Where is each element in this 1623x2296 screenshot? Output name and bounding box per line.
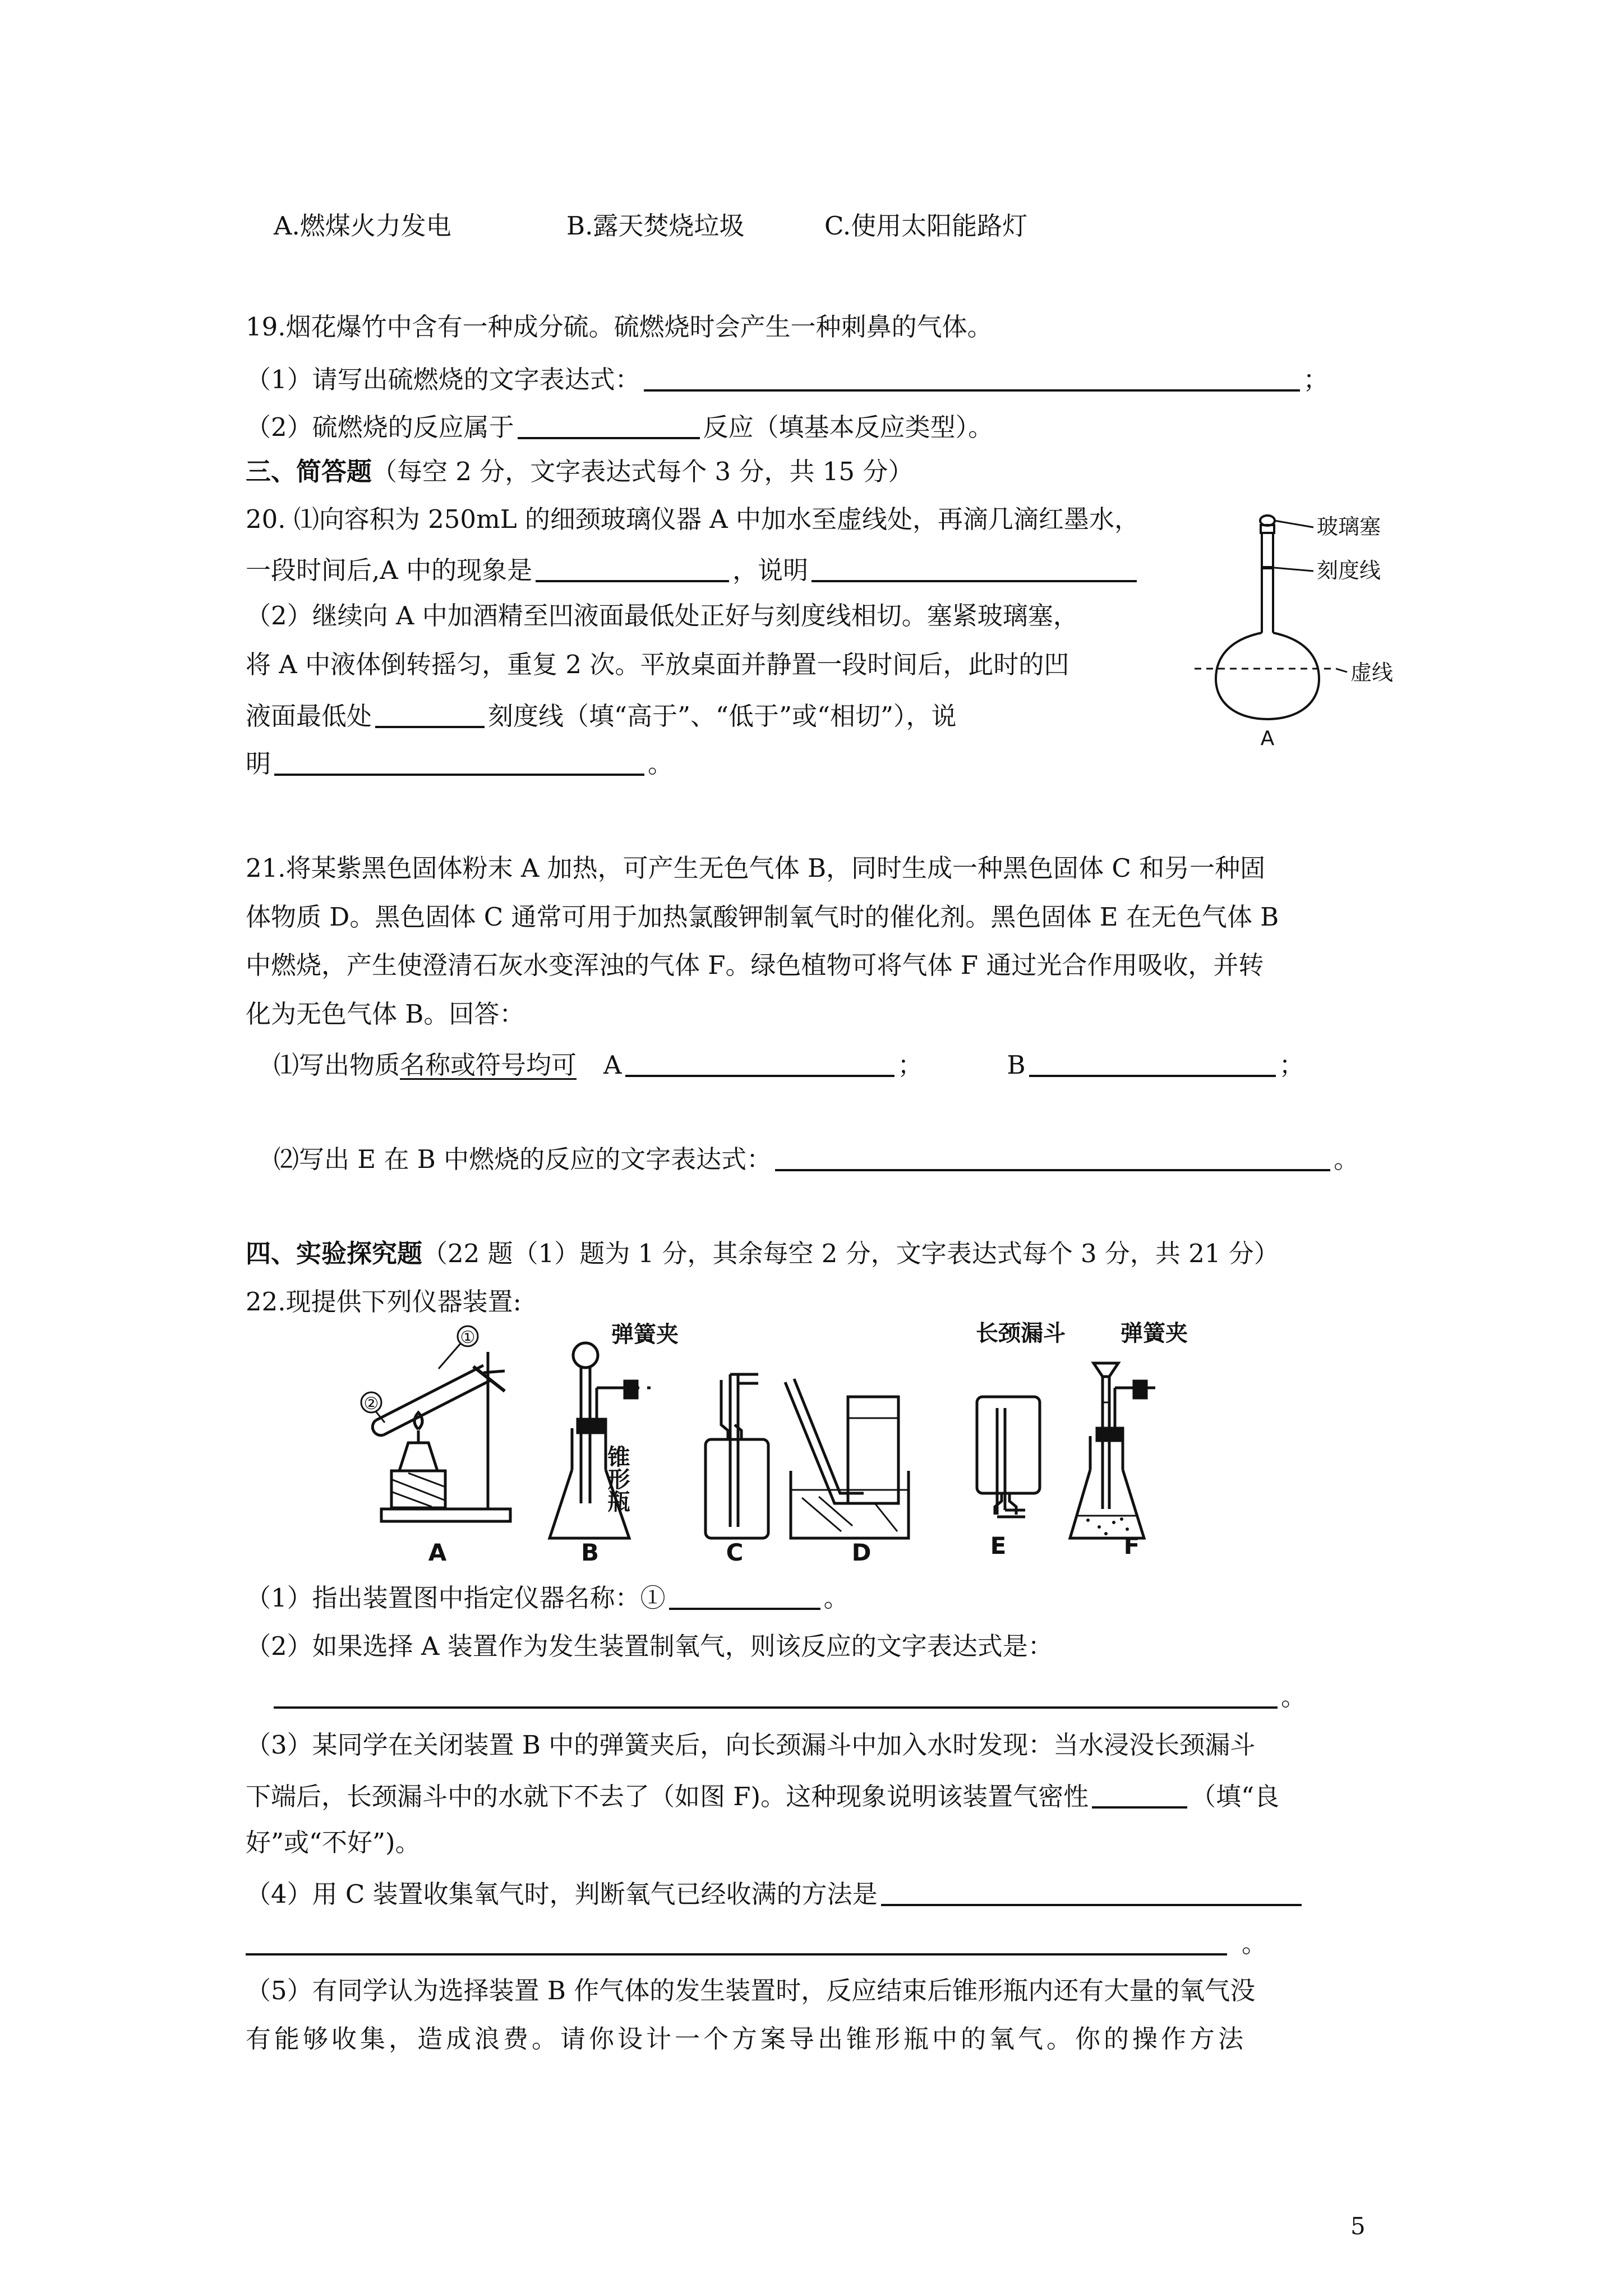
section3-note: （每空 2 分，文字表达式每个 3 分，共 15 分） — [372, 457, 914, 486]
section4-heading — [246, 1241, 1279, 1266]
answer-blank[interactable] — [669, 1583, 820, 1610]
page-number: 5 — [1350, 2212, 1366, 2240]
q20-line1: 20. ⑴向容积为 250mL 的细颈玻璃仪器 A 中加水至虚线处，再滴几滴红墨水， — [246, 504, 1140, 534]
label-d: D — [851, 1539, 872, 1565]
q22-part3-line3: 好”或“不好”)。 — [246, 1828, 421, 1857]
flask-bulb — [1216, 633, 1319, 719]
q21-line4: 化为无色气体 B。回答： — [246, 999, 525, 1029]
apparatus-d — [785, 1379, 909, 1538]
q21-part1 — [274, 1050, 1304, 1078]
q20-line3: （2）继续向 A 中加酒精至凹液面最低处正好与刻度线相切。塞紧玻璃塞， — [246, 601, 1078, 631]
answer-blank-b[interactable] — [1029, 1050, 1276, 1077]
q22-part4-answer — [246, 1929, 1267, 1956]
apparatus-figure — [336, 1318, 1312, 1565]
option-b: B.露天焚烧垃圾 — [566, 211, 745, 241]
spring-clip-label-f: 弹簧夹 — [1121, 1320, 1188, 1346]
answer-blank[interactable] — [775, 1144, 1330, 1171]
label-c: C — [726, 1539, 744, 1565]
answer-blank[interactable] — [881, 1879, 1302, 1906]
q21-part1-label-a: A — [603, 1050, 622, 1080]
marker-2: ② — [363, 1394, 379, 1414]
q22-part5-line2: 有能够收集，造成浪费。请你设计一个方案导出锥形瓶中的氧气。你的操作方法 — [246, 2024, 1247, 2054]
stopper-label: 玻璃塞 — [1317, 514, 1381, 539]
flask-label: A — [1260, 727, 1275, 750]
label-e: E — [990, 1532, 1007, 1559]
q20-line5-a: 液面最低处 — [246, 701, 372, 731]
q21-part2-end: 。 — [1334, 1144, 1359, 1174]
q21-part1-note: 名称或符号均可 — [400, 1050, 577, 1080]
q19-part1-end: ； — [1303, 365, 1329, 394]
section4-title: 四、实验探究题 — [246, 1239, 423, 1268]
label-b: B — [580, 1539, 600, 1565]
q19-stem: 19.烟花爆竹中含有一种成分硫。硫燃烧时会产生一种刺鼻的气体。 — [246, 312, 993, 342]
q19-part2-text-a: （2）硫燃烧的反应属于 — [246, 412, 514, 442]
q20-line6-a: 明 — [246, 749, 271, 779]
apparatus-f — [1070, 1363, 1155, 1538]
q20-line6-b: 。 — [648, 749, 674, 779]
apparatus-c — [706, 1374, 768, 1538]
q21-part1-label-b: B — [1007, 1050, 1026, 1080]
q21-line2: 体物质 D。黑色固体 C 通常可用于加热氯酸钾制氧气时的催化剂。黑色固体 E 在无色气体 B — [246, 902, 1279, 932]
q21-line1: 21.将某紫黑色固体粉末 A 加热，可产生无色气体 B，同时生成一种黑色固体 C 和另一种固 — [246, 853, 1266, 883]
answer-blank[interactable] — [274, 1682, 1278, 1709]
q21-part1-end: ； — [1279, 1050, 1304, 1080]
label-a: A — [428, 1539, 447, 1565]
q22-part1-a: （1）指出装置图中指定仪器名称：① — [246, 1583, 666, 1613]
section3-title: 三、简答题 — [246, 457, 372, 486]
long-funnel-label: 长颈漏斗 — [976, 1320, 1066, 1346]
answer-blank[interactable] — [375, 701, 485, 728]
q22-part2-answer — [274, 1682, 1306, 1709]
dashed-line-label: 虚线 — [1350, 660, 1394, 685]
answer-blank[interactable] — [246, 1929, 1227, 1955]
q22-part4-text: （4）用 C 装置收集氧气时，判断氧气已经收满的方法是 — [246, 1879, 878, 1909]
q22-part2-end: 。 — [1281, 1682, 1307, 1711]
q19-part1-text: （1）请写出硫燃烧的文字表达式： — [246, 365, 640, 394]
q21-part1-sep: ； — [897, 1050, 923, 1080]
q20-line5 — [246, 701, 957, 729]
conical-flask-label: 锥形瓶 — [604, 1445, 630, 1512]
scale-line-label: 刻度线 — [1317, 558, 1381, 583]
section3-heading — [246, 459, 913, 484]
answer-blank[interactable] — [536, 555, 729, 582]
label-f: F — [1123, 1532, 1140, 1559]
q22-part3-line1: （3）某同学在关闭装置 B 中的弹簧夹后，向长颈漏斗中加入水时发现：当水浸没长颈漏斗 — [246, 1730, 1256, 1760]
q22-part2: （2）如果选择 A 装置作为发生装置制氧气，则该反应的文字表达式是： — [246, 1631, 1053, 1661]
q22-part3-line2-a: 下端后，长颈漏斗中的水就下不去了（如图 F)。这种现象说明该装置气密性 — [246, 1782, 1089, 1811]
answer-blank[interactable] — [1092, 1782, 1187, 1809]
q20-line4: 将 A 中液体倒转摇匀，重复 2 次。平放桌面并静置一段时间后，此时的凹 — [246, 650, 1069, 679]
answer-blank-a[interactable] — [625, 1050, 895, 1077]
answer-blank[interactable] — [518, 412, 700, 439]
q22-part4 — [246, 1879, 1305, 1907]
option-c: C.使用太阳能路灯 — [824, 211, 1028, 241]
q21-part1-a: ⑴写出物质 — [274, 1050, 400, 1080]
q22-part5-line1: （5）有同学认为选择装置 B 作气体的发生装置时，反应结束后锥形瓶内还有大量的氧气没 — [246, 1976, 1256, 2005]
spring-clip-label-b: 弹簧夹 — [611, 1322, 679, 1347]
apparatus-b — [550, 1343, 651, 1538]
apparatus-a — [361, 1326, 510, 1521]
answer-blank[interactable] — [644, 365, 1300, 392]
q20-line2 — [246, 555, 1140, 583]
q20-line2-b: ，说明 — [732, 555, 809, 585]
q22-part1-end: 。 — [823, 1583, 849, 1613]
q19-part2-text-b: 反应（填基本反应类型）。 — [703, 412, 994, 442]
q21-part2 — [274, 1144, 1359, 1172]
q20-line2-a: 一段时间后,A 中的现象是 — [246, 555, 533, 585]
q22-part3-line2-b: （填“良 — [1191, 1782, 1280, 1811]
volumetric-flask-figure — [1189, 505, 1436, 752]
q22-part4-end: 。 — [1242, 1929, 1267, 1958]
q21-part2-a: ⑵写出 E 在 B 中燃烧的反应的文字表达式： — [274, 1144, 772, 1174]
marker-1: ① — [460, 1328, 476, 1347]
q19-part1 — [246, 365, 1329, 392]
answer-blank[interactable] — [274, 749, 644, 776]
q19-part2 — [246, 412, 993, 440]
q22-part3-line2 — [246, 1782, 1279, 1809]
option-a: A.燃煤火力发电 — [274, 211, 451, 241]
q22-part1 — [246, 1583, 849, 1611]
q21-line3: 中燃烧，产生使澄清石灰水变浑浊的气体 F。绿色植物可将气体 F 通过光合作用吸收，并转 — [246, 950, 1264, 980]
apparatus-e — [977, 1397, 1040, 1517]
q20-line5-b: 刻度线（填“高于”、“低于”或“相切”），说 — [488, 701, 957, 731]
section4-note: （22 题（1）题为 1 分，其余每空 2 分，文字表达式每个 3 分，共 21 分） — [422, 1239, 1279, 1268]
q22-stem: 22.现提供下列仪器装置: — [246, 1287, 522, 1317]
q20-line6 — [246, 749, 674, 779]
answer-blank[interactable] — [811, 555, 1137, 582]
